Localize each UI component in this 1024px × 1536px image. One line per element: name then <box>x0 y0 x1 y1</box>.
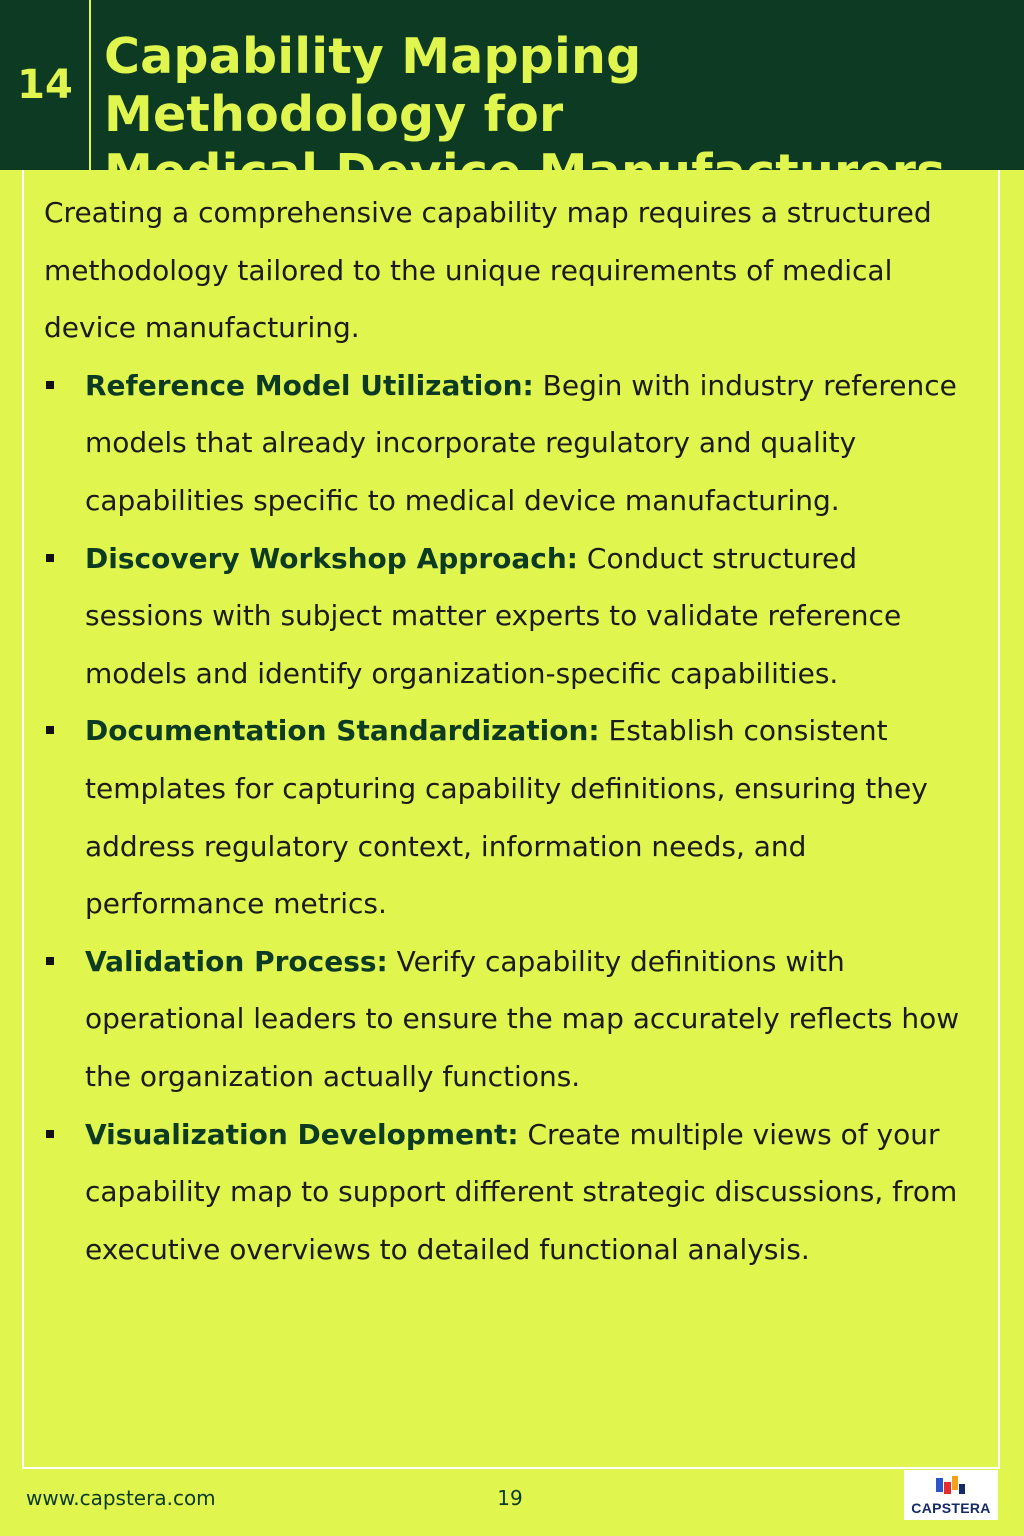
footer-website-link[interactable]: www.capstera.com <box>26 1486 216 1510</box>
capstera-logo <box>904 1470 998 1520</box>
bullet-heading: Visualization Development: <box>85 1117 519 1151</box>
bullet-heading: Validation Process: <box>85 944 388 978</box>
square-bullet-icon <box>46 554 54 562</box>
bullet-item-visualization-development <box>44 1106 974 1279</box>
bullet-heading: Documentation Standardization: <box>85 714 600 748</box>
logo-wordmark: CAPSTERA <box>911 1500 991 1516</box>
bullet-text: Create multiple views of your capability map to support different strategic discussions, from executive overviews to detailed functional analysis. <box>85 1117 958 1266</box>
header-bar <box>0 0 1024 201</box>
bullet-heading: Discovery Workshop Approach: <box>85 541 578 575</box>
bullet-heading: Reference Model Utilization: <box>85 368 534 402</box>
bullet-text: Verify capability definitions with operational leaders to ensure the map accurately reflects how the organization actually functions. <box>85 944 960 1093</box>
square-bullet-icon <box>46 726 54 734</box>
bullet-item-validation-process <box>44 933 974 1106</box>
header-divider <box>89 0 91 170</box>
square-bullet-icon <box>46 1130 54 1138</box>
square-bullet-icon <box>46 381 54 389</box>
title-line-2: Medical Device Manufacturers <box>104 144 946 201</box>
bullet-text: Begin with industry reference models that already incorporate regulatory and quality capabilities specific to medical device manufacturing. <box>85 368 957 517</box>
page-number: 19 <box>497 1486 523 1510</box>
bullet-item-reference-model <box>44 357 974 530</box>
chapter-number: 14 <box>17 62 73 108</box>
title-line-1: Capability Mapping Methodology for <box>104 28 642 143</box>
bullet-list <box>44 357 974 1279</box>
intro-paragraph: Creating a comprehensive capability map requires a structured methodology tailored to the unique requirements of medical device manufacturing. <box>44 196 932 345</box>
bullet-text: Conduct structured sessions with subject matter experts to validate reference models and identify organization-specific capabilities. <box>85 541 902 690</box>
bullet-text: Establish consistent templates for capturing capability definitions, ensuring they address regulatory context, information needs, and performance metrics. <box>85 714 928 921</box>
main-content <box>44 184 974 1278</box>
square-bullet-icon <box>46 957 54 965</box>
bullet-item-documentation-standardization <box>44 702 974 932</box>
capstera-logo-icon <box>934 1472 968 1500</box>
bullet-item-discovery-workshop <box>44 530 974 703</box>
